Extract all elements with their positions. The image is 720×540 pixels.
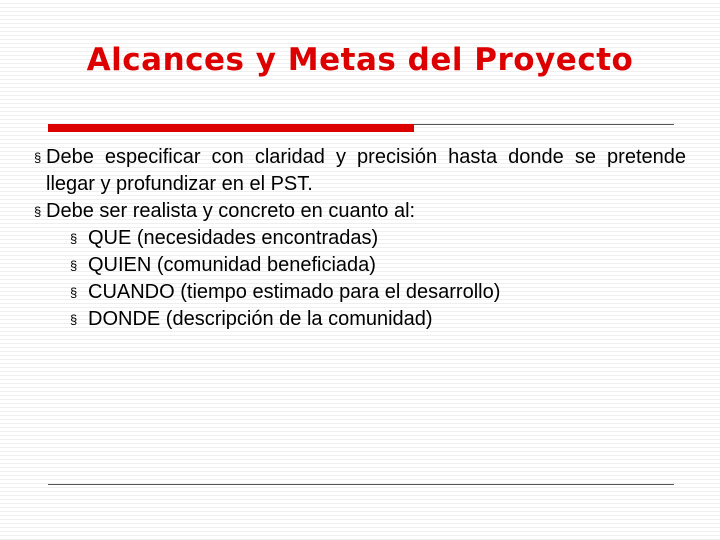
bullet-marker-icon: § [70,258,78,273]
sub-bullet-item [34,225,686,252]
bullet-marker-icon: § [70,231,78,246]
bullet-marker-icon: § [70,312,78,327]
bullet-item [34,198,686,225]
bullet-marker-icon: § [70,285,78,300]
slide-title: Alcances y Metas del Proyecto [86,42,634,78]
bullet-text: Debe especificar con claridad y precisión hasta donde se pretende llegar y profundizar en el PST. [46,146,686,195]
bullet-marker-icon: § [34,204,42,219]
slide-body [34,144,686,333]
footer-divider-line [48,484,674,485]
title-divider-accent [48,124,414,132]
sub-bullet-item [34,279,686,306]
bullet-marker-icon: § [34,150,42,165]
bullet-item [34,144,686,198]
title-divider-line [414,124,674,125]
bullet-text: Debe ser realista y concreto en cuanto al: [46,200,416,222]
sub-bullet-item [34,252,686,279]
sub-bullet-list [34,225,686,333]
sub-bullet-text: QUIEN (comunidad beneficiada) [88,254,376,276]
sub-bullet-item [34,306,686,333]
sub-bullet-text: CUANDO (tiempo estimado para el desarrollo) [88,281,501,303]
sub-bullet-text: DONDE (descripción de la comunidad) [88,308,433,330]
sub-bullet-text: QUE (necesidades encontradas) [88,227,379,249]
